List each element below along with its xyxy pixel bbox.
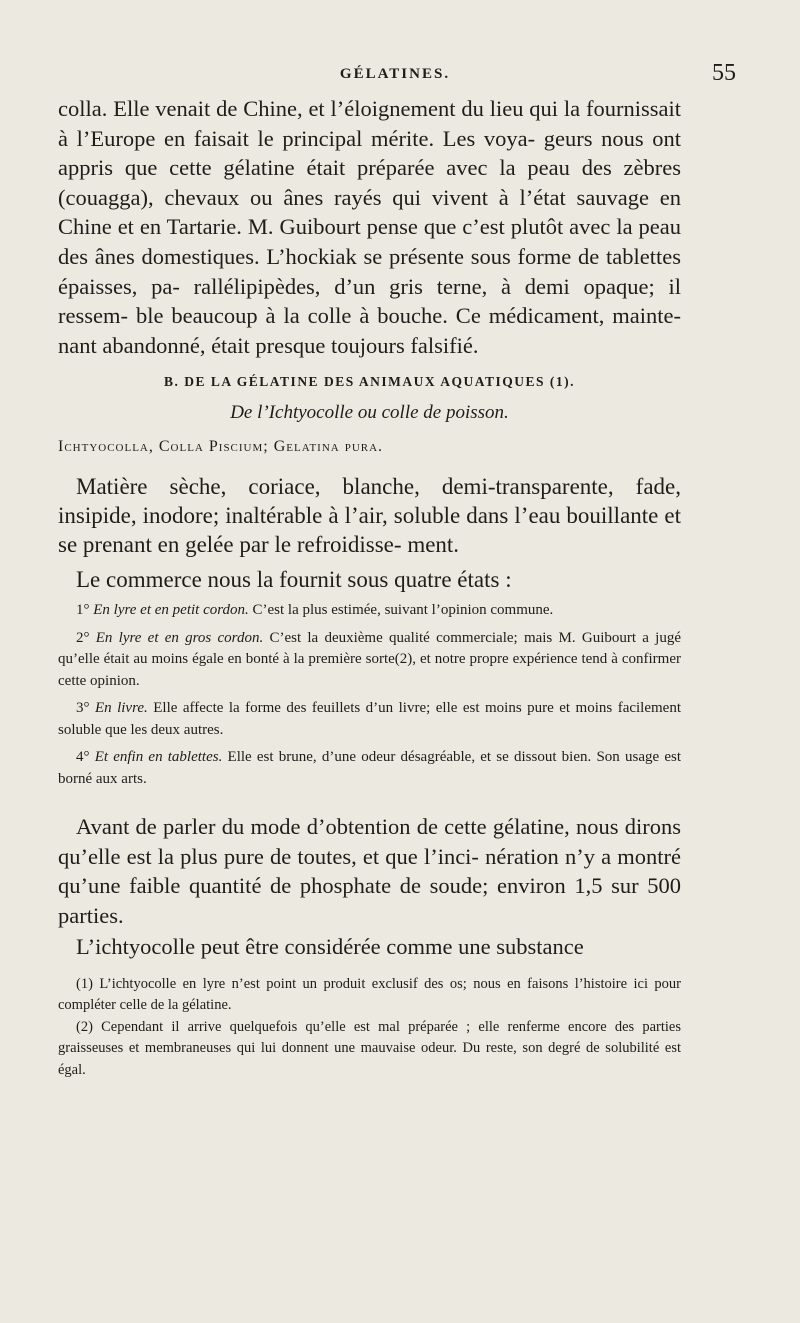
- paragraph-hockiak: [58, 94, 681, 360]
- page-header: [60, 60, 736, 90]
- list-title: Et enfin en tablettes.: [94, 749, 223, 766]
- text-line: la peau des zèbres (couagga), chevaux ou ânes rayés qui: [58, 155, 681, 210]
- text-line: rallélipipèdes, d’un gris terne, à demi opaque; il ressem-: [58, 273, 681, 329]
- list-number: 2°: [76, 629, 90, 646]
- footnote: [58, 1017, 681, 1082]
- text-line: colla. Elle venait de Chine, et l’éloignement du lieu qui la: [58, 96, 581, 121]
- text-line: nération n’y a montré qu’une faible quantité de phosphate: [58, 843, 681, 899]
- forms-list: [58, 600, 681, 790]
- list-text: C’est la plus estimée, suivant l’opinion commune.: [252, 602, 554, 619]
- list-number: 4°: [76, 749, 90, 766]
- text-line: geurs nous ont appris que cette gélatine était préparée avec: [58, 125, 682, 181]
- list-item: [58, 747, 681, 790]
- page-body: [58, 94, 681, 1081]
- list-item: [58, 628, 681, 693]
- list-item: [58, 600, 681, 622]
- paragraph-description: [58, 472, 681, 559]
- list-title: En lyre et en petit cordon.: [93, 602, 249, 619]
- footnote-mark: (1): [76, 975, 93, 992]
- paragraph-obtention: [58, 812, 681, 930]
- sub-heading: De l’Ichtyocolle ou colle de poisson.: [230, 402, 509, 424]
- list-text: Elle affecte la forme des feuillets d’un livre; elle est moins pure et moins facilement soluble que les deux autres.: [58, 700, 681, 738]
- paragraph-commerce: Le commerce nous la fournit sous quatre états :: [76, 567, 512, 593]
- paragraph-substance: L’ichtyocolle peut être considérée comme une substance: [76, 934, 584, 960]
- running-title: GÉLATINES.: [339, 66, 451, 82]
- text-line: Matière sèche, coriace, blanche, demi-transparente,: [76, 474, 614, 500]
- list-title: En lyre et en gros cordon.: [95, 629, 264, 646]
- footnote-text: L’ichtyocolle en lyre n’est point un produit exclusif des os; nous en faisons l’histoire ici pour compléter celle de la gélatine.: [58, 975, 681, 1014]
- list-number: 1°: [76, 602, 90, 619]
- list-title: En livre.: [94, 700, 148, 717]
- text-line: ment.: [407, 532, 460, 558]
- text-line: nous dirons qu’elle est la plus pure de toutes, et que l’inci-: [58, 814, 681, 869]
- footnote-text: Cependant il arrive quelquefois qu’elle est mal préparée ; elle renferme encore des parties graisseuses et membraneuses qui lui donnent une mauvaise odeur. Du reste, son degré de solubilité est égal.: [58, 1018, 682, 1078]
- text-line: fade, insipide, inodore; inaltérable à l’air, soluble dans: [58, 474, 681, 529]
- text-line: de soude; environ 1,5 sur 500 parties.: [58, 873, 681, 928]
- list-number: 3°: [76, 700, 90, 717]
- footnote: [58, 974, 681, 1017]
- text-line: nant abandonné, était presque toujours falsifié.: [58, 332, 479, 358]
- text-line: pense que c’est plutôt avec la peau des ânes domestiques.: [58, 214, 681, 269]
- page-number: 55: [712, 60, 736, 86]
- footnote-mark: (2): [76, 1018, 93, 1035]
- text-line: l’eau bouillante et se prenant en gelée par le refroidisse-: [58, 503, 681, 558]
- list-text: Elle est brune, d’une odeur désagréable, et se dissout bien. Son usage est borné aux arts.: [58, 749, 682, 787]
- list-item: [58, 698, 681, 741]
- text-line: L’hockiak se présente sous forme de tablettes épaisses, pa-: [58, 243, 682, 299]
- list-text: C’est la deuxième qualité commerciale; mais M. Guibourt a jugé qu’elle était au moins égale en bonté à la première sorte(2), et notre propre expérience tend à confirmer cette opinion.: [58, 629, 681, 689]
- text-line: vivent à l’état sauvage en Chine et en Tartarie. M. Guibourt: [58, 184, 682, 240]
- footnotes: [58, 974, 681, 1082]
- text-line: ble beaucoup à la colle à bouche. Ce médicament, mainte-: [135, 303, 681, 329]
- section-heading: B. DE LA GÉLATINE DES ANIMAUX AQUATIQUES (1).: [164, 374, 575, 390]
- latin-names: Ichtyocolla, Colla Piscium; Gelatina pura.: [58, 438, 384, 456]
- text-line: Avant de parler du mode d’obtention de cette gélatine,: [76, 814, 570, 840]
- text-line: fournissait à l’Europe en faisait le principal mérite. Les voya-: [58, 96, 682, 151]
